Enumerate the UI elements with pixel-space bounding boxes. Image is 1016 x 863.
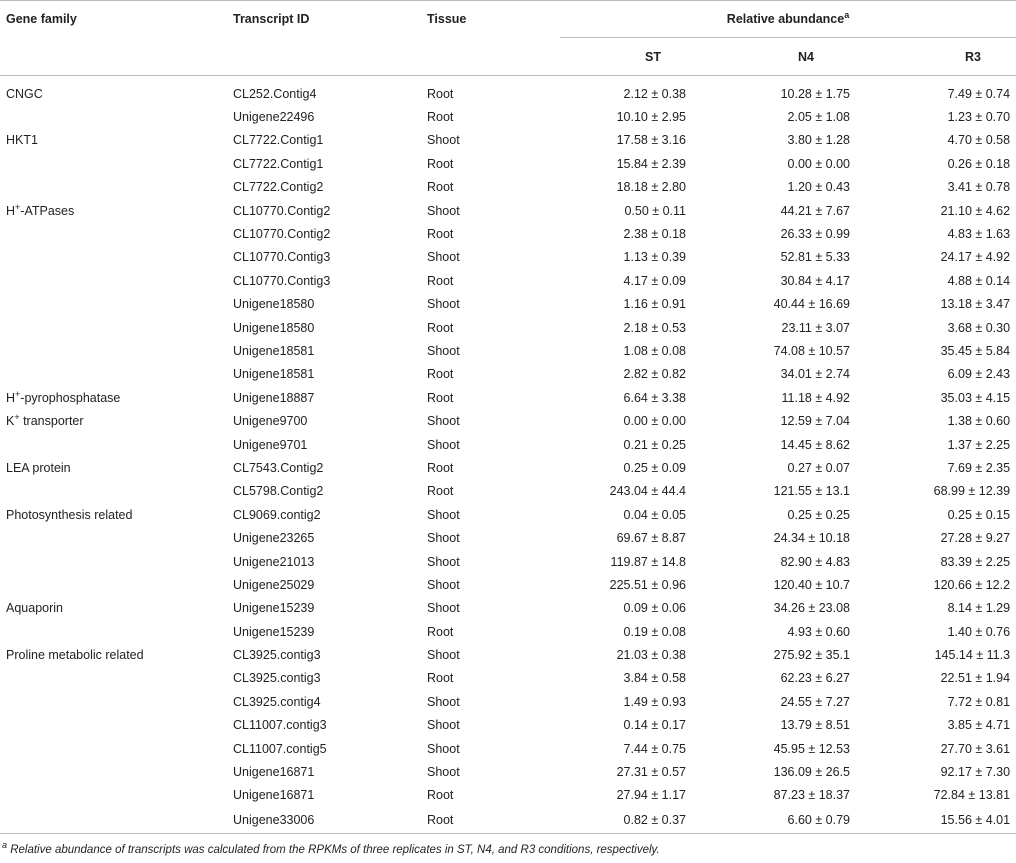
st-value-cell: 1.13 ± 0.39 xyxy=(623,250,686,265)
st-value-cell: 0.00 ± 0.00 xyxy=(623,414,686,429)
table-row xyxy=(0,386,1016,409)
r3-value-cell: 24.17 ± 4.92 xyxy=(940,250,1011,265)
gene-family-label: H xyxy=(6,203,16,218)
st-value-cell: 10.10 ± 2.95 xyxy=(616,110,686,125)
n4-value-cell: 45.95 ± 12.53 xyxy=(773,741,850,756)
st-value-cell: 17.58 ± 3.16 xyxy=(616,133,686,148)
n4-value-cell: 44.21 ± 7.67 xyxy=(780,203,850,218)
r3-value-cell: 15.56 ± 4.01 xyxy=(856,807,1016,834)
tissue-cell: Shoot xyxy=(427,414,460,429)
tissue-cell: Shoot xyxy=(427,718,460,733)
tissue-cell: Root xyxy=(427,273,454,288)
r3-value-cell: 0.26 ± 0.18 xyxy=(947,156,1011,171)
footnote-text: Relative abundance of transcripts was calculated from the RPKMs of three replicates in ST, N4, and R3 conditions, respectively. xyxy=(7,844,660,856)
tissue-cell: Shoot xyxy=(427,577,460,592)
header-tissue: Tissue xyxy=(417,1,560,76)
table-row xyxy=(0,526,1016,549)
r3-value-cell: 83.39 ± 2.25 xyxy=(940,554,1011,569)
table-row xyxy=(0,480,1016,503)
r3-value-cell: 4.88 ± 0.14 xyxy=(947,273,1011,288)
transcript-id-cell: CL7722.Contig1 xyxy=(233,156,324,171)
r3-value-cell: 92.17 ± 7.30 xyxy=(940,765,1011,780)
st-value-cell: 2.38 ± 0.18 xyxy=(623,227,686,242)
gene-family-label: H xyxy=(6,390,16,405)
table-row xyxy=(0,339,1016,362)
n4-value-cell: 40.44 ± 16.69 xyxy=(773,297,850,312)
r3-value-cell: 35.45 ± 5.84 xyxy=(940,343,1011,358)
r3-value-cell: 7.69 ± 2.35 xyxy=(947,460,1011,475)
gene-family-cell xyxy=(0,526,227,549)
n4-value-cell: 275.92 ± 35.1 xyxy=(773,648,850,663)
st-value-cell: 27.94 ± 1.17 xyxy=(616,788,686,803)
st-value-cell: 69.67 ± 8.87 xyxy=(616,531,686,546)
n4-value-cell: 34.26 ± 23.08 xyxy=(773,601,850,616)
n4-value-cell: 74.08 ± 10.57 xyxy=(773,343,850,358)
n4-value-cell: 34.01 ± 2.74 xyxy=(780,367,850,382)
gene-family-cell xyxy=(0,105,227,128)
table-row xyxy=(0,784,1016,807)
table-row xyxy=(0,269,1016,292)
transcript-id-cell: Unigene18581 xyxy=(233,343,315,358)
transcript-id-cell: CL11007.contig3 xyxy=(233,718,327,733)
gene-family-cell xyxy=(0,293,227,316)
n4-value-cell: 2.05 ± 1.08 xyxy=(787,110,850,125)
transcript-id-cell: Unigene18581 xyxy=(233,367,315,382)
transcript-id-cell: Unigene33006 xyxy=(227,807,417,834)
transcript-id-cell: Unigene25029 xyxy=(233,577,315,592)
n4-value-cell: 0.00 ± 0.00 xyxy=(787,156,850,171)
n4-value-cell: 10.28 ± 1.75 xyxy=(780,86,850,101)
r3-value-cell: 27.28 ± 9.27 xyxy=(940,531,1011,546)
r3-value-cell: 22.51 ± 1.94 xyxy=(940,671,1011,686)
r3-value-cell: 1.40 ± 0.76 xyxy=(947,624,1011,639)
r3-value-cell: 7.72 ± 0.81 xyxy=(947,694,1011,709)
n4-value-cell: 24.34 ± 10.18 xyxy=(773,531,850,546)
table-row xyxy=(0,293,1016,316)
st-value-cell: 119.87 ± 14.8 xyxy=(610,554,686,569)
tissue-cell: Shoot xyxy=(427,531,460,546)
tissue-cell: Root xyxy=(427,180,454,195)
n4-value-cell: 30.84 ± 4.17 xyxy=(780,273,850,288)
header-st: ST xyxy=(560,38,692,76)
tissue-cell: Root xyxy=(427,671,454,686)
table-row xyxy=(0,807,1016,834)
gene-family-cell xyxy=(0,714,227,737)
transcript-id-cell: Unigene18887 xyxy=(233,390,315,405)
st-value-cell: 0.25 ± 0.09 xyxy=(623,460,686,475)
gene-family-cell xyxy=(0,152,227,175)
n4-value-cell: 24.55 ± 7.27 xyxy=(780,694,850,709)
table-row xyxy=(0,246,1016,269)
r3-value-cell: 4.70 ± 0.58 xyxy=(947,133,1011,148)
tissue-cell: Shoot xyxy=(427,601,460,616)
table-body xyxy=(0,76,1016,834)
r3-value-cell: 21.10 ± 4.62 xyxy=(940,203,1011,218)
gene-family-label: K xyxy=(6,414,15,429)
st-value-cell: 4.17 ± 0.09 xyxy=(623,273,686,288)
transcript-id-cell: Unigene15239 xyxy=(233,624,315,639)
tissue-cell: Root xyxy=(427,624,454,639)
gene-family-cell xyxy=(0,643,227,666)
gene-family-cell xyxy=(0,667,227,690)
transcript-id-cell: Unigene23265 xyxy=(233,531,315,546)
n4-value-cell: 1.20 ± 0.43 xyxy=(787,180,850,195)
r3-value-cell: 120.66 ± 12.2 xyxy=(933,577,1011,592)
tissue-cell: Shoot xyxy=(427,554,460,569)
gene-family-label-rest: transporter xyxy=(19,414,84,429)
st-value-cell: 243.04 ± 44.4 xyxy=(609,484,686,499)
gene-family-label: Photosynthesis related xyxy=(6,507,133,522)
gene-family-cell xyxy=(0,433,227,456)
header-gene-family: Gene family xyxy=(0,1,227,76)
gene-family-cell xyxy=(0,597,227,620)
st-value-cell: 15.84 ± 2.39 xyxy=(616,156,686,171)
r3-value-cell: 13.18 ± 3.47 xyxy=(940,297,1011,312)
tissue-cell: Root xyxy=(427,390,454,405)
tissue-cell: Root xyxy=(427,484,454,499)
st-value-cell: 3.84 ± 0.58 xyxy=(623,671,686,686)
n4-value-cell: 12.59 ± 7.04 xyxy=(780,414,850,429)
st-value-cell: 0.21 ± 0.25 xyxy=(623,437,686,452)
gene-family-cell xyxy=(0,503,227,526)
r3-value-cell: 7.49 ± 0.74 xyxy=(947,86,1011,101)
table-row xyxy=(0,76,1016,106)
transcript-id-cell: CL7722.Contig1 xyxy=(233,133,324,148)
table-row xyxy=(0,199,1016,222)
r3-value-cell: 1.37 ± 2.25 xyxy=(947,437,1011,452)
tissue-cell: Root xyxy=(427,367,454,382)
table-footnote xyxy=(2,840,660,856)
st-value-cell: 0.14 ± 0.17 xyxy=(623,718,686,733)
tissue-cell: Shoot xyxy=(427,203,460,218)
gene-family-cell xyxy=(0,737,227,760)
st-value-cell: 2.82 ± 0.82 xyxy=(623,367,686,382)
transcript-id-cell: Unigene22496 xyxy=(233,110,315,125)
gene-family-cell xyxy=(0,620,227,643)
header-r3: R3 xyxy=(856,38,1016,76)
n4-value-cell: 136.09 ± 26.5 xyxy=(773,765,850,780)
gene-family-cell xyxy=(0,409,227,432)
transcript-id-cell: Unigene16871 xyxy=(233,765,315,780)
header-transcript-id: Transcript ID xyxy=(227,1,417,76)
n4-value-cell: 4.93 ± 0.60 xyxy=(787,624,850,639)
transcript-id-cell: CL10770.Contig2 xyxy=(233,227,331,242)
gene-family-label-rest: -pyrophosphatase xyxy=(20,390,121,405)
transcript-id-cell: CL5798.Contig2 xyxy=(233,484,324,499)
n4-value-cell: 3.80 ± 1.28 xyxy=(787,133,850,148)
gene-family-cell xyxy=(0,456,227,479)
transcript-id-cell: CL7722.Contig2 xyxy=(233,180,324,195)
transcript-id-cell: Unigene9700 xyxy=(233,414,308,429)
gene-family-cell xyxy=(0,480,227,503)
tissue-cell: Shoot xyxy=(427,297,460,312)
table-row xyxy=(0,550,1016,573)
gene-family-cell xyxy=(0,363,227,386)
transcript-id-cell: CL10770.Contig2 xyxy=(233,203,331,218)
transcript-id-cell: CL3925.contig3 xyxy=(233,671,321,686)
st-value-cell: 18.18 ± 2.80 xyxy=(616,180,686,195)
table-row xyxy=(0,222,1016,245)
table-row xyxy=(0,737,1016,760)
table-row xyxy=(0,176,1016,199)
tissue-cell: Root xyxy=(417,807,560,834)
transcript-id-cell: CL252.Contig4 xyxy=(233,86,317,101)
st-value-cell: 0.50 ± 0.11 xyxy=(624,203,686,218)
gene-family-cell xyxy=(0,784,227,807)
gene-family-label: LEA protein xyxy=(6,460,71,475)
transcript-id-cell: Unigene21013 xyxy=(233,554,315,569)
gene-family-cell xyxy=(0,573,227,596)
n4-value-cell: 62.23 ± 6.27 xyxy=(780,671,850,686)
tissue-cell: Root xyxy=(427,227,454,242)
table-row xyxy=(0,643,1016,666)
tissue-cell: Shoot xyxy=(427,648,460,663)
n4-value-cell: 23.11 ± 3.07 xyxy=(781,320,850,335)
n4-value-cell: 14.45 ± 8.62 xyxy=(780,437,850,452)
st-value-cell: 6.64 ± 3.38 xyxy=(623,390,686,405)
gene-family-cell xyxy=(0,176,227,199)
gene-family-cell xyxy=(0,316,227,339)
tissue-cell: Root xyxy=(427,788,454,803)
st-value-cell: 1.16 ± 0.91 xyxy=(623,297,686,312)
gene-family-cell xyxy=(0,199,227,222)
transcript-id-cell: CL3925.contig4 xyxy=(233,694,321,709)
gene-family-cell xyxy=(0,807,227,834)
n4-value-cell: 52.81 ± 5.33 xyxy=(780,250,850,265)
transcript-id-cell: CL9069.contig2 xyxy=(233,507,321,522)
r3-value-cell: 72.84 ± 13.81 xyxy=(933,788,1011,803)
st-value-cell: 27.31 ± 0.57 xyxy=(616,765,686,780)
gene-family-label: Aquaporin xyxy=(6,601,63,616)
st-value-cell: 0.82 ± 0.37 xyxy=(560,807,692,834)
n4-value-cell: 120.40 ± 10.7 xyxy=(773,577,850,592)
transcript-id-cell: Unigene9701 xyxy=(233,437,308,452)
r3-value-cell: 4.83 ± 1.63 xyxy=(947,227,1011,242)
transcript-id-cell: Unigene18580 xyxy=(233,297,315,312)
gene-family-cell xyxy=(0,222,227,245)
transcript-id-cell: Unigene18580 xyxy=(233,320,315,335)
st-value-cell: 21.03 ± 0.38 xyxy=(616,648,686,663)
tissue-cell: Shoot xyxy=(427,694,460,709)
n4-value-cell: 13.79 ± 8.51 xyxy=(780,718,850,733)
table-row xyxy=(0,667,1016,690)
n4-value-cell: 0.27 ± 0.07 xyxy=(787,460,850,475)
r3-value-cell: 68.99 ± 12.39 xyxy=(933,484,1011,499)
st-value-cell: 0.09 ± 0.06 xyxy=(623,601,686,616)
r3-value-cell: 1.23 ± 0.70 xyxy=(947,110,1011,125)
r3-value-cell: 35.03 ± 4.15 xyxy=(940,390,1011,405)
table-row xyxy=(0,573,1016,596)
table-row xyxy=(0,409,1016,432)
table-row xyxy=(0,690,1016,713)
st-value-cell: 225.51 ± 0.96 xyxy=(609,577,686,592)
transcript-id-cell: CL3925.contig3 xyxy=(233,648,321,663)
transcript-id-cell: CL10770.Contig3 xyxy=(233,250,331,265)
tissue-cell: Shoot xyxy=(427,343,460,358)
tissue-cell: Shoot xyxy=(427,741,460,756)
gene-family-cell xyxy=(0,690,227,713)
gene-family-cell xyxy=(0,246,227,269)
st-value-cell: 2.18 ± 0.53 xyxy=(623,320,686,335)
st-value-cell: 0.04 ± 0.05 xyxy=(623,507,686,522)
st-value-cell: 1.08 ± 0.08 xyxy=(623,343,686,358)
st-value-cell: 0.19 ± 0.08 xyxy=(623,624,686,639)
ion-charge-superscript: + xyxy=(14,412,20,422)
header-n4: N4 xyxy=(692,38,856,76)
table-row xyxy=(0,597,1016,620)
tissue-cell: Root xyxy=(427,110,454,125)
gene-family-label: CNGC xyxy=(6,86,43,101)
r3-value-cell: 8.14 ± 1.29 xyxy=(947,601,1011,616)
n4-value-cell: 11.18 ± 4.92 xyxy=(781,390,850,405)
gene-family-cell xyxy=(0,339,227,362)
gene-family-label: Proline metabolic related xyxy=(6,648,144,663)
transcript-id-cell: Unigene16871 xyxy=(233,788,315,803)
transcript-id-cell: CL7543.Contig2 xyxy=(233,460,324,475)
n4-value-cell: 6.60 ± 0.79 xyxy=(692,807,856,834)
tissue-cell: Shoot xyxy=(427,250,460,265)
n4-value-cell: 82.90 ± 4.83 xyxy=(780,554,850,569)
table-row xyxy=(0,316,1016,339)
table-row xyxy=(0,152,1016,175)
table-row xyxy=(0,433,1016,456)
table-row xyxy=(0,129,1016,152)
table-row xyxy=(0,456,1016,479)
r3-value-cell: 27.70 ± 3.61 xyxy=(940,741,1011,756)
tissue-cell: Shoot xyxy=(427,437,460,452)
table-row xyxy=(0,620,1016,643)
footnote-marker: a xyxy=(844,9,850,20)
n4-value-cell: 121.55 ± 13.1 xyxy=(773,484,850,499)
tissue-cell: Root xyxy=(427,320,454,335)
table-row xyxy=(0,760,1016,783)
r3-value-cell: 145.14 ± 11.3 xyxy=(934,648,1011,663)
gene-family-cell xyxy=(0,269,227,292)
header-relative-abundance: Relative abundance$^a$ xyxy=(560,1,1016,38)
r3-value-cell: 0.25 ± 0.15 xyxy=(947,507,1011,522)
ion-charge-superscript: + xyxy=(15,201,21,212)
transcript-id-cell: CL10770.Contig3 xyxy=(233,273,331,288)
r3-value-cell: 3.85 ± 4.71 xyxy=(947,718,1011,733)
tissue-cell: Root xyxy=(427,460,454,475)
transcript-id-cell: CL11007.contig5 xyxy=(233,741,327,756)
n4-value-cell: 0.25 ± 0.25 xyxy=(787,507,850,522)
gene-family-cell xyxy=(0,76,227,106)
footnote-marker: a xyxy=(2,840,8,851)
r3-value-cell: 3.41 ± 0.78 xyxy=(947,180,1011,195)
table-row xyxy=(0,105,1016,128)
st-value-cell: 2.12 ± 0.38 xyxy=(623,86,686,101)
tissue-cell: Root xyxy=(427,156,454,171)
header-row-top xyxy=(0,1,1016,38)
table-row xyxy=(0,503,1016,526)
table-row xyxy=(0,363,1016,386)
gene-family-cell xyxy=(0,760,227,783)
tissue-cell: Root xyxy=(427,86,454,101)
gene-family-cell xyxy=(0,386,227,409)
r3-value-cell: 6.09 ± 2.43 xyxy=(947,367,1011,382)
gene-family-cell xyxy=(0,550,227,573)
r3-value-cell: 1.38 ± 0.60 xyxy=(947,414,1011,429)
st-value-cell: 1.49 ± 0.93 xyxy=(623,694,686,709)
tissue-cell: Shoot xyxy=(427,133,460,148)
tissue-cell: Shoot xyxy=(427,765,460,780)
transcript-id-cell: Unigene15239 xyxy=(233,601,315,616)
r3-value-cell: 3.68 ± 0.30 xyxy=(947,320,1011,335)
tissue-cell: Shoot xyxy=(427,507,460,522)
gene-family-cell xyxy=(0,129,227,152)
n4-value-cell: 26.33 ± 0.99 xyxy=(780,227,850,242)
ion-charge-superscript: + xyxy=(15,388,21,399)
gene-family-label-rest: -ATPases xyxy=(20,203,75,218)
n4-value-cell: 87.23 ± 18.37 xyxy=(773,788,850,803)
gene-family-label: HKT1 xyxy=(6,133,38,148)
st-value-cell: 7.44 ± 0.75 xyxy=(623,741,686,756)
table-row xyxy=(0,714,1016,737)
